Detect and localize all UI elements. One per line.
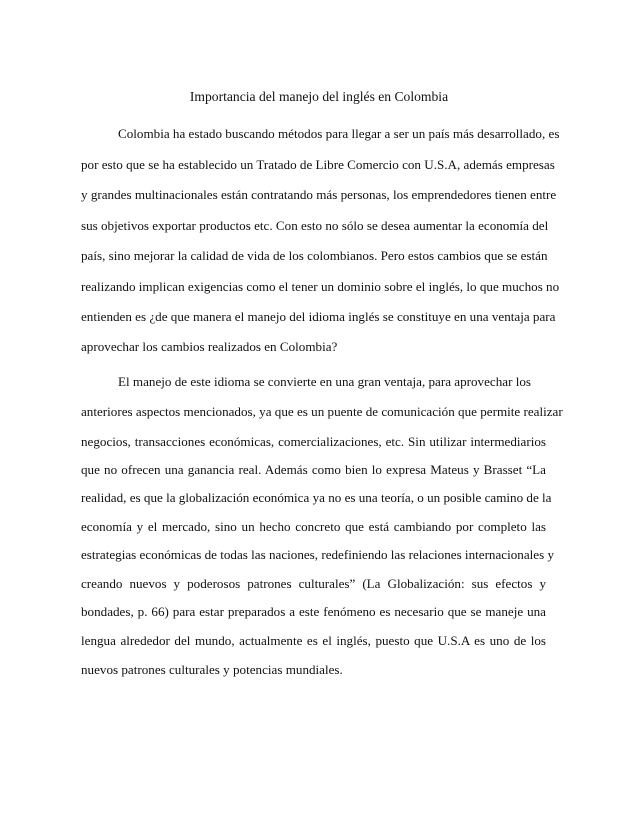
paragraph-line: realidad, es que la globalización económica ya no es una teoría, o un posible camino de la (81, 490, 552, 505)
paragraph-line: creando nuevos y poderosos patrones culturales” (La Globalización: sus efectos y (81, 576, 546, 591)
paragraph-line: que no ofrecen una ganancia real. Además como bien lo expresa Mateus y Brasset “La (81, 462, 546, 477)
paragraph-line: negocios, transacciones económicas, comercializaciones, etc. Sin utilizar intermediarios (81, 434, 546, 449)
paragraph-line: economía y el mercado, sino un hecho concreto que está cambiando por completo las (81, 519, 546, 534)
paragraph-line: y grandes multinacionales están contratando más personas, los emprendedores tienen entre (81, 187, 557, 202)
document-title: Importancia del manejo del inglés en Colombia (189, 89, 449, 104)
paragraph-line: anteriores aspectos mencionados, ya que es un puente de comunicación que permite realizar (81, 404, 563, 419)
paragraph-line: lengua alrededor del mundo, actualmente es el inglés, puesto que U.S.A es uno de los (81, 633, 546, 648)
paragraph-line: bondades, p. 66) para estar preparados a este fenómeno es necesario que se maneje una (81, 604, 546, 619)
paragraph-line: entienden es ¿de que manera el manejo del idioma inglés se constituye en una ventaja para (81, 309, 556, 324)
paragraph-line: país, sino mejorar la calidad de vida de los colombianos. Pero estos cambios que se están (81, 248, 548, 263)
paragraph-line: nuevos patrones culturales y potencias mundiales. (81, 662, 343, 677)
paragraph-line: aprovechar los cambios realizados en Colombia? (81, 339, 338, 354)
paragraph-line: Colombia ha estado buscando métodos para llegar a ser un país más desarrollado, es (118, 126, 560, 141)
paragraph-line: por esto que se ha establecido un Tratado de Libre Comercio con U.S.A, además empresas (81, 157, 555, 172)
paragraph-line: sus objetivos exportar productos etc. Con esto no sólo se desea aumentar la economía del (81, 218, 549, 233)
paragraph-line: estrategias económicas de todas las naciones, redefiniendo las relaciones internacionales y (81, 547, 555, 562)
paragraph-line: El manejo de este idioma se convierte en una gran ventaja, para aprovechar los (118, 374, 532, 389)
paragraph-line: realizando implican exigencias como el tener un dominio sobre el inglés, lo que muchos no (81, 279, 560, 294)
